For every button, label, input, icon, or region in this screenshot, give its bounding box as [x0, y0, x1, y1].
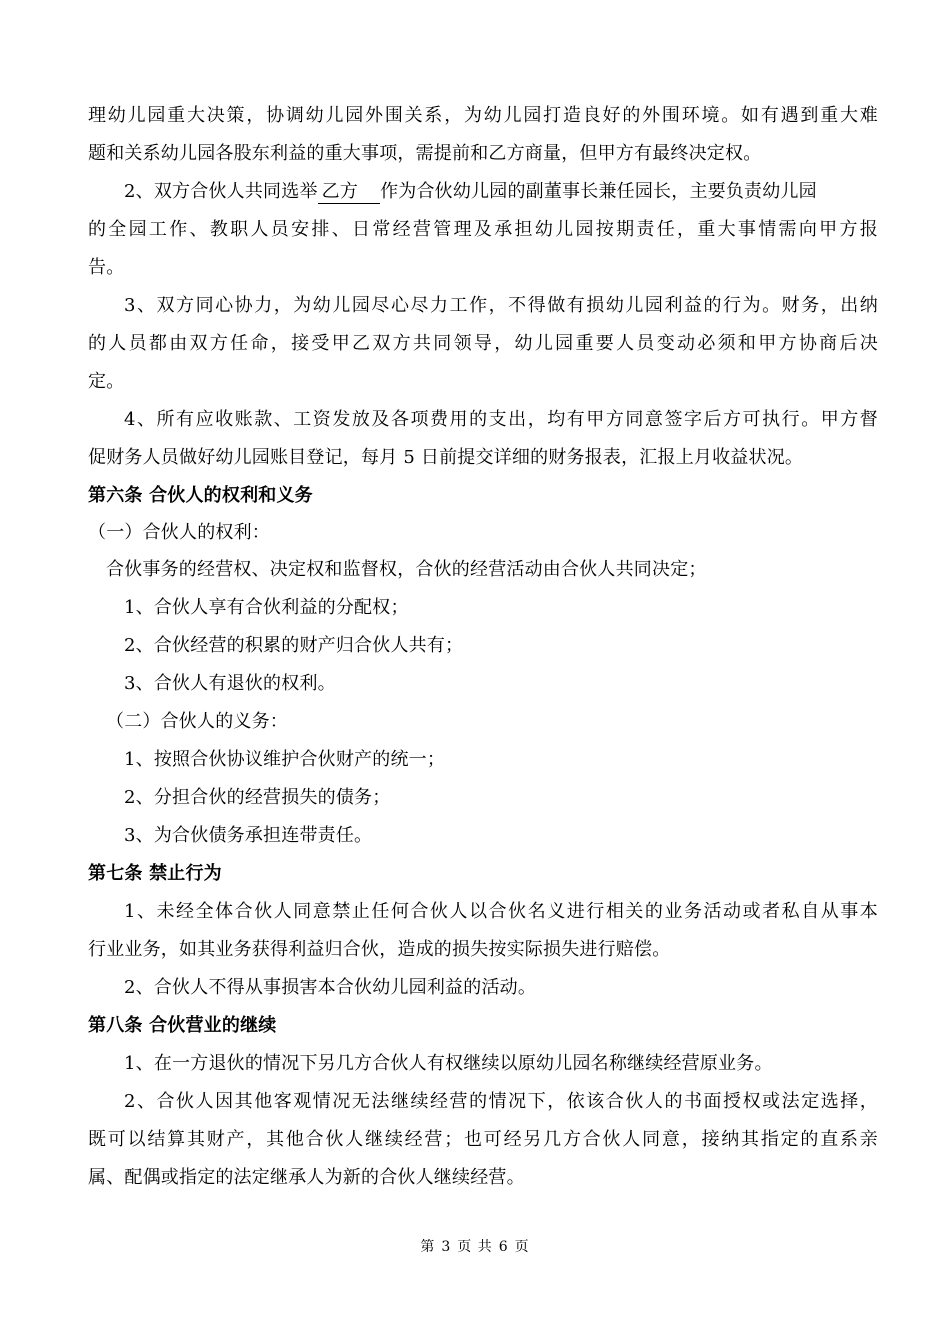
paragraph-line: 促财务人员做好幼儿园账目登记，每月 5 日前提交详细的财务报表，汇报上月收益状况。 — [88, 447, 804, 468]
footer-prefix: 第 — [420, 1239, 436, 1255]
paragraph-line: 的全园工作、教职人员安排、日常经营管理及承担幼儿园按期责任，重大事情需向甲方报 — [88, 219, 878, 240]
clause-item: 1、在一方退伙的情况下另几方合伙人有权继续以原幼儿园名称继续经营原业务。 — [124, 1053, 773, 1074]
section-heading-8: 第八条 合伙营业的继续 — [88, 1015, 277, 1036]
clause-item-4: 4、所有应收账款、工资发放及各项费用的支出，均有甲方同意签字后方可执行。甲方督 — [124, 409, 878, 430]
paragraph-line: 属、配偶或指定的法定继承人为新的合伙人继续经营。 — [88, 1167, 525, 1188]
clause-item: 2、合伙人不得从事损害本合伙幼儿园利益的活动。 — [124, 977, 537, 998]
list-item: 1、按照合伙协议维护合伙财产的统一； — [124, 749, 446, 770]
list-item: 2、分担合伙的经营损失的债务； — [124, 787, 391, 808]
list-item: 3、为合伙债务承担连带责任。 — [124, 825, 373, 846]
footer-middle: 页 共 — [457, 1239, 493, 1255]
paragraph-line: 既可以结算其财产，其他合伙人继续经营；也可经另几方合伙人同意，接纳其指定的直系亲 — [88, 1129, 878, 1150]
clause-item: 1、未经全体合伙人同意禁止任何合伙人以合伙名义进行相关的业务活动或者私自从事本 — [124, 901, 878, 922]
paragraph-line: 题和关系幼儿园各股东利益的重大事项，需提前和乙方商量，但甲方有最终决定权。 — [88, 143, 762, 164]
list-item: 1、合伙人享有合伙利益的分配权； — [124, 597, 409, 618]
paragraph-line: 的人员都由双方任命，接受甲乙双方共同领导，幼儿园重要人员变动必须和甲方协商后决 — [88, 333, 878, 354]
footer-suffix: 页 — [514, 1239, 530, 1255]
paragraph-line: 定。 — [88, 371, 125, 392]
section-heading-6: 第六条 合伙人的权利和义务 — [88, 485, 313, 506]
footer-page-number: 3 — [441, 1239, 452, 1255]
footer-total-pages: 6 — [498, 1239, 509, 1255]
paragraph-line: 行业业务，如其业务获得利益归合伙，造成的损失按实际损失进行赔偿。 — [88, 939, 671, 960]
clause-number: 2 — [124, 181, 136, 202]
clause-item: 2、合伙人因其他客观情况无法继续经营的情况下，依该合伙人的书面授权或法定选择， — [124, 1091, 878, 1112]
list-item: 2、合伙经营的积累的财产归合伙人共有； — [124, 635, 464, 656]
page-footer — [0, 1236, 950, 1256]
clause-item-3: 3、双方同心协力，为幼儿园尽心尽力工作，不得做有损幼儿园利益的行为。财务，出纳 — [124, 295, 878, 316]
subsection-heading-rights: （一）合伙人的权利： — [88, 522, 270, 543]
paragraph-line: 理幼儿园重大决策，协调幼儿园外围关系，为幼儿园打造良好的外围环境。如有遇到重大难 — [88, 105, 878, 126]
clause-item-2 — [124, 180, 878, 204]
list-item: 3、合伙人有退伙的权利。 — [124, 673, 336, 694]
paragraph-line: 告。 — [88, 257, 125, 278]
section-heading-7: 第七条 禁止行为 — [88, 863, 222, 884]
paragraph-line: 合伙事务的经营权、决定权和监督权，合伙的经营活动由合伙人共同决定； — [106, 559, 707, 580]
elected-party-field: 乙方 — [318, 181, 380, 204]
clause-text: 作为合伙幼儿园的副董事长兼任园长，主要负责幼儿园 — [380, 181, 817, 202]
subsection-heading-duties: （二）合伙人的义务： — [106, 711, 288, 732]
clause-text: 、双方合伙人共同选举 — [135, 181, 318, 202]
